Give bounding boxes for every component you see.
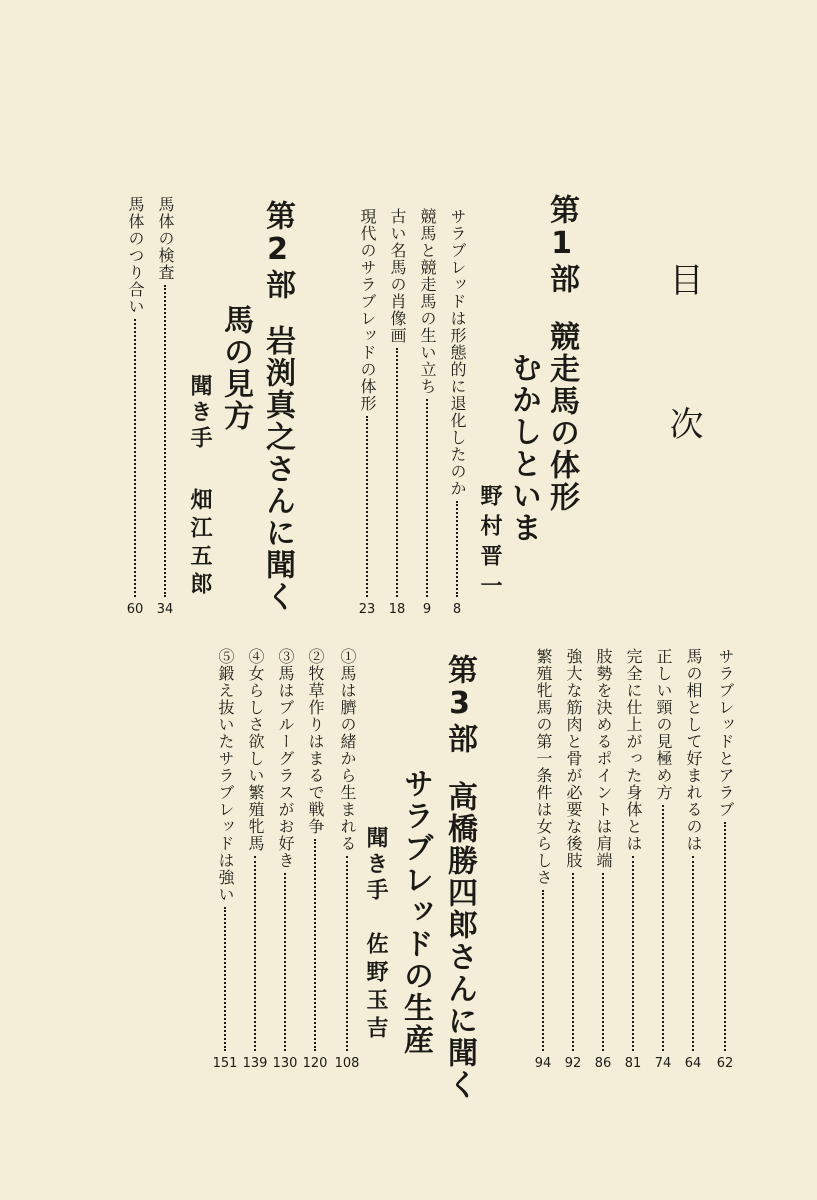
entry-page: 81 [624, 1056, 642, 1071]
entry-page: 151 [212, 1056, 238, 1071]
entry-page: 62 [716, 1056, 734, 1071]
leader-dots [662, 805, 664, 1051]
toc-entry[interactable] [330, 648, 364, 1070]
toc-entry[interactable] [708, 648, 742, 1070]
entry-page: 92 [564, 1056, 582, 1071]
entry-page: 64 [684, 1056, 702, 1071]
part1-name: 競走馬の体形 [544, 321, 579, 513]
toc-entry[interactable] [238, 648, 272, 1070]
toc-entry[interactable] [118, 196, 152, 616]
entry-title: 繁殖牝馬の第一条件は女らしさ [534, 648, 553, 886]
leader-dots [426, 399, 428, 597]
entry-page: 130 [272, 1056, 298, 1071]
entry-title: 競馬と競走馬の生い立ち [418, 208, 437, 395]
part3-interviewer [364, 826, 386, 1044]
entry-title: ④女らしさ欲しい繁殖牝馬 [246, 648, 265, 852]
part3-subtitle: サラブレッドの生産 [398, 768, 433, 1056]
entry-title: 古い名馬の肖像画 [388, 208, 407, 344]
entry-title: ②牧草作りはまるで戦争 [306, 648, 325, 835]
leader-dots [692, 856, 694, 1051]
leader-dots [254, 856, 256, 1051]
interviewer-label: 聞き手 [363, 826, 388, 904]
entry-page: 9 [422, 602, 432, 617]
entry-title: 肢勢を決めるポイントは肩端 [594, 648, 613, 869]
part2-interviewer [188, 374, 210, 600]
part2-heading [260, 200, 295, 613]
leader-dots [284, 873, 286, 1051]
toc-entry[interactable] [208, 648, 242, 1070]
toc-entry[interactable] [526, 648, 560, 1070]
part2-subtitle: 馬の見方 [218, 304, 253, 432]
interviewer-name: 佐野玉吉 [363, 932, 388, 1044]
leader-dots [724, 822, 726, 1051]
entry-page: 120 [302, 1056, 328, 1071]
entry-page: 18 [388, 602, 406, 617]
toc-entry[interactable] [586, 648, 620, 1070]
part1-heading [544, 194, 579, 513]
entry-title: サラブレッドは形態的に退化したのか [448, 208, 467, 497]
entry-title: ①馬は臍の緒から生まれる [338, 648, 357, 852]
entry-title: 馬の相として好まれるのは [684, 648, 703, 852]
leader-dots [602, 873, 604, 1051]
part1-label: 第1部 [544, 194, 579, 295]
entry-title: 正しい頸の見極め方 [654, 648, 673, 801]
page-title: 目 次 [663, 262, 703, 478]
leader-dots [572, 873, 574, 1051]
leader-dots [224, 907, 226, 1051]
entry-page: 139 [242, 1056, 268, 1071]
entry-title: 強大な筋肉と骨が必要な後肢 [564, 648, 583, 869]
entry-title: ⑤鍛え抜いたサラブレッドは強い [216, 648, 235, 903]
entry-page: 94 [534, 1056, 552, 1071]
leader-dots [366, 416, 368, 597]
interviewer-name: 畑江五郎 [187, 488, 212, 600]
part2-name: 岩渕真之さんに聞く [260, 325, 295, 613]
entry-title: 馬体のつり合い [126, 196, 145, 315]
part1-author: 野村晋一 [477, 484, 502, 604]
toc-entry[interactable] [440, 208, 474, 616]
entry-page: 74 [654, 1056, 672, 1071]
interviewer-label: 聞き手 [187, 374, 212, 452]
entry-page: 108 [334, 1056, 360, 1071]
leader-dots [314, 839, 316, 1051]
leader-dots [632, 856, 634, 1051]
toc-entry[interactable] [350, 208, 384, 616]
entry-title: サラブレッドとアラブ [716, 648, 735, 818]
toc-entry[interactable] [676, 648, 710, 1070]
part3-heading [442, 654, 477, 1101]
entry-page: 34 [156, 602, 174, 617]
toc-entry[interactable] [410, 208, 444, 616]
part3-label: 第3部 [442, 654, 477, 755]
toc-entry[interactable] [148, 196, 182, 616]
part2-label: 第2部 [260, 200, 295, 301]
leader-dots [396, 348, 398, 597]
entry-page: 23 [358, 602, 376, 617]
leader-dots [346, 856, 348, 1051]
entry-title: 馬体の検査 [156, 196, 175, 281]
entry-title: 完全に仕上がった身体とは [624, 648, 643, 852]
entry-page: 60 [126, 602, 144, 617]
toc-entry[interactable] [298, 648, 332, 1070]
part1-subtitle: むかしといま [506, 352, 541, 544]
toc-entry[interactable] [646, 648, 680, 1070]
leader-dots [164, 285, 166, 597]
entry-page: 86 [594, 1056, 612, 1071]
leader-dots [134, 319, 136, 597]
toc-entry[interactable] [616, 648, 650, 1070]
toc-entry[interactable] [556, 648, 590, 1070]
leader-dots [456, 501, 458, 597]
toc-entry[interactable] [380, 208, 414, 616]
leader-dots [542, 890, 544, 1051]
entry-page: 8 [452, 602, 462, 617]
toc-entry[interactable] [268, 648, 302, 1070]
entry-title: ③馬はブルーグラスがお好き [276, 648, 295, 869]
entry-title: 現代のサラブレッドの体形 [358, 208, 377, 412]
part3-name: 高橋勝四郎さんに聞く [442, 781, 477, 1101]
